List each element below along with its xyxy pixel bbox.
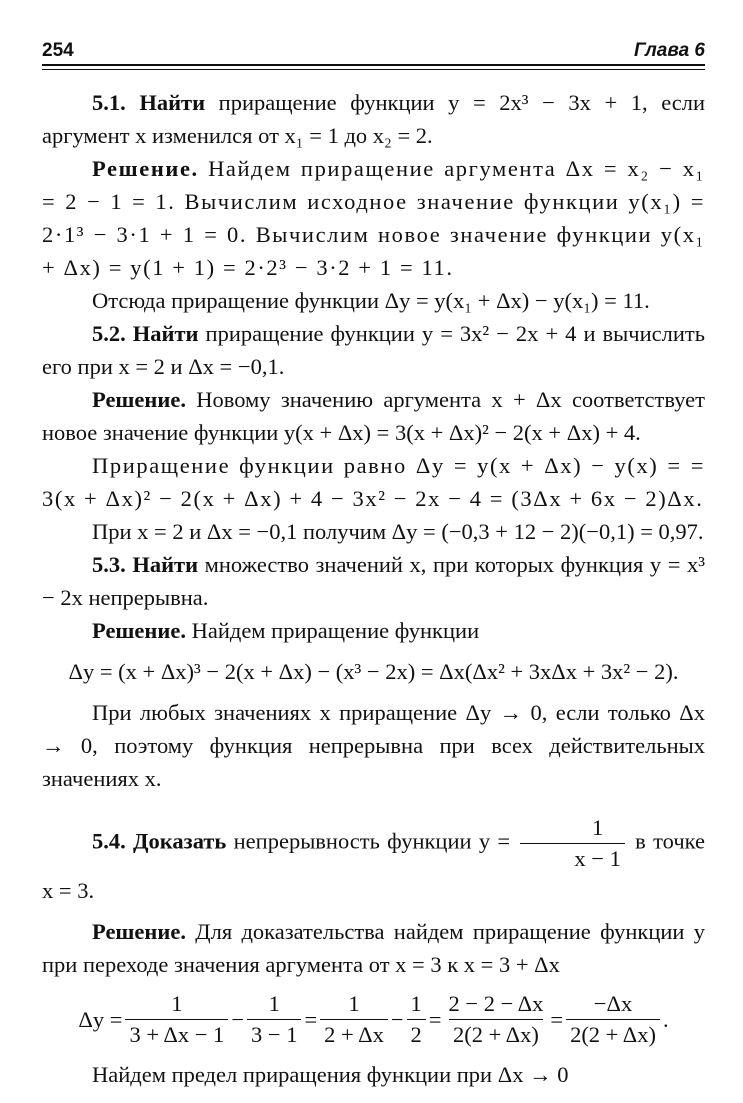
solution-label: Решение. bbox=[92, 387, 186, 412]
fraction-denominator: 3 − 1 bbox=[247, 1019, 301, 1050]
solution-text: Новому значению аргумента x + Δx соответствует новое значение функции y(x + Δx) = 3(x + Δx)² − 2(x + Δx) + 4. bbox=[42, 387, 705, 445]
fraction-numerator: −Δx bbox=[593, 991, 633, 1016]
fraction-denominator: x − 1 bbox=[520, 843, 624, 874]
operator: − bbox=[231, 1007, 245, 1032]
solution-5-1-result: Отсюда приращение функции Δy = y(x₁ + Δx) − y(x₁) = 11. bbox=[92, 288, 650, 313]
problem-5-4 bbox=[42, 813, 705, 907]
solution-5-4 bbox=[42, 915, 705, 981]
formula-lhs: Δy = bbox=[78, 1007, 123, 1032]
formula-delta-y bbox=[42, 989, 705, 1050]
fraction-numerator: 1 bbox=[592, 815, 604, 840]
solution-5-4-limit: Найдем предел приращения функции при Δx → 0 bbox=[92, 1062, 569, 1087]
fraction bbox=[125, 989, 228, 1050]
solution-5-2-result: При x = 2 и Δx = −0,1 получим Δy = (−0,3 + 12 − 2)(−0,1) = 0,97. bbox=[92, 519, 704, 544]
page-header bbox=[42, 34, 705, 64]
fraction-denominator: 2(2 + Δx) bbox=[566, 1019, 660, 1050]
operator: − bbox=[390, 1007, 404, 1032]
formula-end: . bbox=[662, 1007, 669, 1032]
solution-5-2 bbox=[42, 383, 705, 449]
fraction-denominator: 3 + Δx − 1 bbox=[125, 1019, 228, 1050]
solution-5-1 bbox=[42, 152, 705, 284]
fraction bbox=[407, 989, 426, 1050]
operator: = bbox=[550, 1007, 564, 1032]
solution-label: Решение. bbox=[92, 919, 186, 944]
fraction-numerator: 1 bbox=[171, 991, 183, 1016]
problem-5-1 bbox=[42, 86, 705, 152]
problem-label: 5.3. Найти bbox=[92, 552, 199, 577]
problem-text-end: в точке x = 3. bbox=[42, 828, 705, 903]
operator: = bbox=[304, 1007, 318, 1032]
operator: = bbox=[428, 1007, 442, 1032]
problem-5-3 bbox=[42, 548, 705, 614]
problem-text: приращение функции y = 2x³ − 3x + 1, если аргумент x изменился от x₁ = 1 до x₂ = 2. bbox=[42, 90, 705, 148]
problem-label: 5.1. Найти bbox=[92, 90, 206, 115]
fraction-denominator: 2 + Δx bbox=[320, 1019, 388, 1050]
solution-label: Решение. bbox=[92, 156, 199, 181]
solution-5-2-increment: Приращение функции равно Δy = y(x + Δx) − y(x) = = 3(x + Δx)² − 2(x + Δx) + 4 − 3x² − 2x − 4 = (3Δx + 6x − 2)Δx. bbox=[42, 453, 705, 511]
solution-5-3-conclusion: При любых значениях x приращение Δy → 0, если только Δx → 0, поэтому функция непрерывна при всех действительных значениях x. bbox=[42, 700, 705, 791]
problem-text: непрерывность функции y = bbox=[226, 828, 518, 854]
solution-text: Для доказательства найдем приращение функции y при переходе значения аргумента от x = 3 к x = 3 + Δx bbox=[42, 919, 705, 977]
fraction bbox=[445, 989, 548, 1050]
page-content bbox=[42, 86, 705, 1091]
chapter-title: Глава 6 bbox=[634, 40, 705, 61]
header-rule-thick bbox=[42, 64, 705, 66]
fraction bbox=[320, 989, 388, 1050]
fraction bbox=[520, 813, 624, 874]
fraction-numerator: 1 bbox=[348, 991, 360, 1016]
solution-text: Найдем приращение аргумента Δx = x₂ − x₁ = 2 − 1 = 1. Вычислим исходное значение функции y(x₁) = 2·1³ − 3·1 + 1 = 0. Вычислим новое значение функции y(x₁ + Δx) = y(1 + 1) = 2·2³ − 3·2 + 1 = 11. bbox=[42, 156, 705, 280]
fraction-denominator: 2(2 + Δx) bbox=[449, 1019, 543, 1050]
fraction-numerator: 1 bbox=[410, 991, 422, 1016]
fraction-numerator: 1 bbox=[268, 991, 280, 1016]
fraction bbox=[247, 989, 301, 1050]
problem-text: множество значений x, при которых функция y = x³ − 2x непрерывна. bbox=[42, 552, 705, 610]
solution-5-3 bbox=[42, 614, 705, 647]
problem-label: 5.4. Доказать bbox=[92, 828, 227, 854]
problem-label: 5.2. Найти bbox=[92, 321, 199, 346]
fraction bbox=[566, 989, 660, 1050]
problem-text: приращение функции y = 3x² − 2x + 4 и вычислить его при x = 2 и Δx = −0,1. bbox=[42, 321, 705, 379]
problem-5-2 bbox=[42, 317, 705, 383]
page-number: 254 bbox=[42, 40, 74, 61]
solution-text: Найдем приращение функции bbox=[185, 618, 480, 643]
formula-increment: Δy = (x + Δx)³ − 2(x + Δx) − (x³ − 2x) = Δx(Δx² + 3xΔx + 3x² − 2). bbox=[68, 659, 679, 684]
header-rule-thin bbox=[42, 69, 705, 70]
fraction-denominator: 2 bbox=[407, 1019, 426, 1050]
solution-label: Решение. bbox=[92, 618, 186, 643]
fraction-numerator: 2 − 2 − Δx bbox=[448, 991, 544, 1016]
